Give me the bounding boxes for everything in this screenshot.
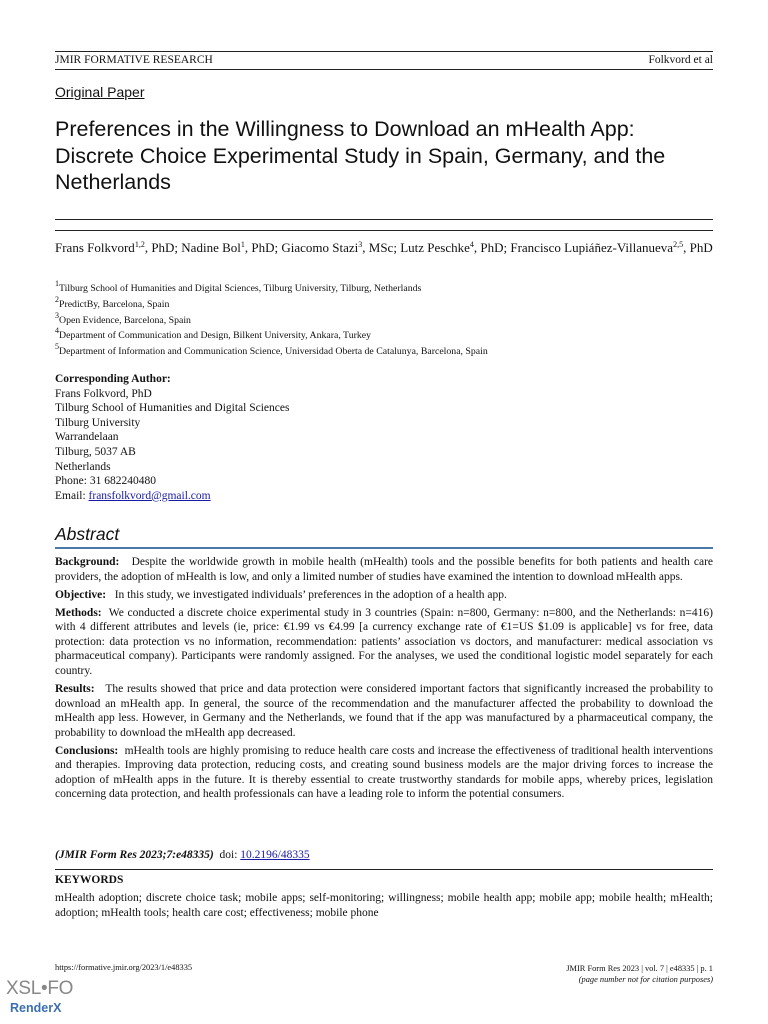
- author: Nadine Bol$^1$, PhD;: [181, 240, 279, 255]
- affiliation: $^4$Department of Communication and Design, Bilkent University, Ankara, Turkey: [55, 326, 372, 342]
- page-title: [55, 116, 715, 196]
- abstract-conclusions: Conclusions: mHealth tools are highly promising to reduce health care costs and increase the effectiveness of traditional health interventions and therapies. Improving data protection, reducing costs, and creating sound business models are the major driving forces to increase the adoption of mHealth apps in the future. It is thereby essential to create trustworthy standards for mobile apps, whereby prices, legislation concerning data protection, and health professionals can have a leading role to inform the potential consumers.: [55, 744, 714, 801]
- affiliation: $^3$Open Evidence, Barcelona, Spain: [55, 310, 191, 326]
- keywords-text: mHealth adoption; discrete choice task; mobile apps; self-monitoring; willingness; mobile health app; mobile app; mobile health; mHealth; adoption; mHealth tools; health care cost; effectiveness; mobile phone: [55, 892, 713, 919]
- affiliation: $^5$Department of Information and Communication Science, Universidad Oberta de Catalunya, Barcelona, Spain: [55, 342, 488, 358]
- keywords-rule: [55, 869, 713, 870]
- abstract-body: [55, 555, 713, 805]
- header-rule-bottom: [55, 69, 713, 70]
- corresponding-name: Frans Folkvord, PhD: [55, 387, 152, 400]
- abstract-objective: Objective: In this study, we investigated individuals’ preferences in the adoption of a health app.: [55, 588, 507, 601]
- citation-ref: (JMIR Form Res 2023;7:e48335): [55, 849, 214, 861]
- title-line-1: Preferences in the Willingness to Download an mHealth App:: [55, 117, 635, 141]
- affiliation: $^1$Tilburg School of Humanities and Digital Sciences, Tilburg University, Tilburg, Netherlands: [55, 279, 422, 294]
- author-list: [55, 238, 713, 257]
- corresponding-label: Corresponding Author:: [55, 373, 171, 385]
- abstract-methods: Methods: We conducted a discrete choice experimental study in 3 countries (Spain: n=800, Germany: n=800, and the Netherlands: n=416) with 4 different attributes and levels (ie, price: €1.99 vs €4.99 [a currency exchange rate of €1=US $1.09 is applicable] vs for free, data protection: data protection vs no information, recommendation: patients’ association vs doctors, and manufacturer: medical association vs pharmaceutical company). Participants were randomly assigned. For the analyses, we used the conditional logistic model separately for each country.: [55, 606, 713, 677]
- author: Lutz Peschke$^4$, PhD;: [400, 240, 508, 255]
- footer-page-info: [566, 963, 713, 985]
- affiliation: $^2$PredictBy, Barcelona, Spain: [55, 294, 170, 310]
- title-rule-bottom: [55, 230, 713, 231]
- keywords-heading: KEYWORDS: [55, 874, 124, 886]
- affiliations: [55, 281, 713, 360]
- citation: (JMIR Form Res 2023;7:e48335) doi: 10.2196/48335: [55, 849, 310, 861]
- doi-link[interactable]: 10.2196/48335: [240, 849, 310, 861]
- corresponding-city: Tilburg, 5037 AB: [55, 445, 136, 458]
- title-rule-top: [55, 219, 713, 220]
- corresponding-dept: Tilburg School of Humanities and Digital Sciences: [55, 402, 290, 415]
- title-line-3: Netherlands: [55, 170, 171, 194]
- author: Giacomo Stazi$^3$, MSc;: [281, 240, 397, 255]
- abstract-results: Results: The results showed that price and data protection were considered important factors that significantly increased the probability to download an mHealth app. In general, the source of the recommendation and the manufacturer affected the probability to download the mHealth app less. However, in Germany and the Netherlands, we found that if the app was manufactured by a pharmaceutical company, the probability to download the mHealth app decreased.: [55, 682, 714, 739]
- header-rule: [55, 51, 713, 52]
- renderx-logo: RenderX: [10, 1001, 62, 1015]
- corresponding-univ: Tilburg University: [55, 416, 141, 429]
- abstract-heading: Abstract: [55, 524, 120, 544]
- email-link[interactable]: fransfolkvord@gmail.com: [88, 489, 211, 502]
- journal-name: JMIR FORMATIVE RESEARCH: [55, 54, 213, 66]
- xslfo-logo: XSL•FO: [6, 978, 74, 999]
- corresponding-author: [55, 372, 555, 503]
- running-author: Folkvord et al: [648, 54, 713, 66]
- corresponding-country: Netherlands: [55, 460, 111, 473]
- author: Frans Folkvord$^{1,2}$, PhD;: [55, 240, 179, 255]
- footer-note: (page number not for citation purposes): [578, 975, 713, 984]
- corresponding-street: Warrandelaan: [55, 431, 119, 444]
- abstract-background: Background: Despite the worldwide growth in mobile health (mHealth) tools and the possible benefits for both patients and health care providers, the adoption of mHealth is low, and only a limited number of studies have examined the intention to download mHealth apps.: [55, 556, 714, 583]
- footer-page: JMIR Form Res 2023 | vol. 7 | e48335 | p. 1: [566, 964, 713, 973]
- corresponding-email-row: Email: fransfolkvord@gmail.com: [55, 489, 211, 502]
- abstract-rule: [55, 547, 713, 549]
- title-line-2: Discrete Choice Experimental Study in Spain, Germany, and the: [55, 143, 666, 168]
- footer-url[interactable]: https://formative.jmir.org/2023/1/e48335: [55, 963, 193, 972]
- paper-type: Original Paper: [55, 84, 145, 100]
- corresponding-phone: Phone: 31 682240480: [55, 475, 156, 488]
- author: Francisco Lupiáñez-Villanueva$^{2,5}$, PhD: [510, 240, 713, 255]
